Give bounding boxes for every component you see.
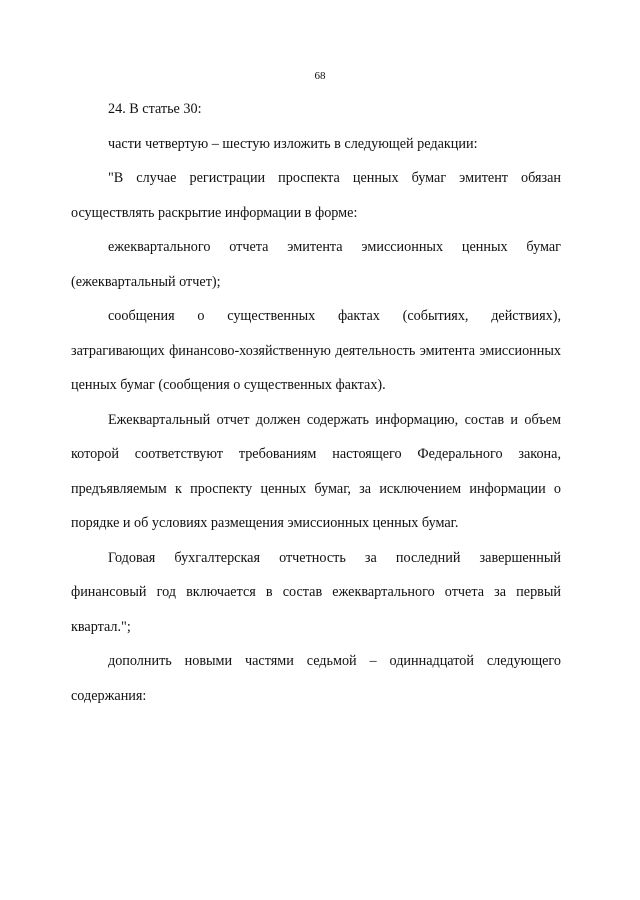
document-body bbox=[71, 92, 561, 713]
paragraph-material-facts: сообщения о существенных фактах (событиях, действиях), затрагивающих финансово-хозяйственную деятельность эмитента эмиссионных ценных бумаг (сообщения о существенных фактах). bbox=[71, 308, 561, 393]
paragraph-quarterly-content: Ежеквартальный отчет должен содержать информацию, состав и объем которой соответствуют требованиям настоящего Федерального закона, предъявляемым к проспекту ценных бумаг, за исключением информации о порядке и об условиях размещения эмиссионных ценных бумаг. bbox=[71, 411, 561, 531]
paragraph-supplement: дополнить новыми частями седьмой – одиннадцатой следующего содержания: bbox=[71, 653, 561, 704]
page-number: 68 bbox=[314, 70, 326, 82]
paragraph-annual-accounts: Годовая бухгалтерская отчетность за последний завершенный финансовый год включается в состав ежеквартального отчета за первый квартал."; bbox=[71, 549, 561, 635]
paragraph-disclosure-forms: "В случае регистрации проспекта ценных бумаг эмитент обязан осуществлять раскрытие информации в форме: bbox=[71, 170, 561, 221]
paragraph-amend-parts: части четвертую – шестую изложить в следующей редакции: bbox=[108, 135, 478, 152]
paragraph-quarterly-report: ежеквартального отчета эмитента эмиссионных ценных бумаг (ежеквартальный отчет); bbox=[71, 239, 561, 290]
paragraph-article-heading: 24. В статье 30: bbox=[108, 101, 202, 117]
